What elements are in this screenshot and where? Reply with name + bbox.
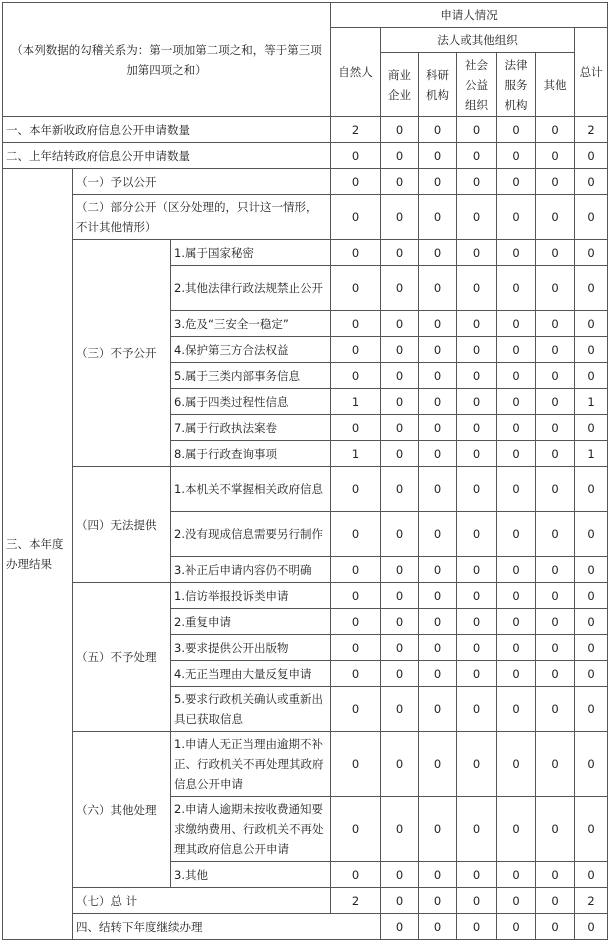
cell-value: 0 (457, 337, 497, 363)
row-label: 5.属于三类内部事务信息 (171, 363, 331, 389)
cell-value: 0 (497, 557, 536, 583)
table-row (3, 117, 608, 143)
cell-value: 0 (419, 441, 457, 467)
cell-value: 2 (575, 888, 608, 914)
cell-value: 0 (419, 389, 457, 415)
cell-value: 0 (381, 687, 419, 732)
cell-value: 0 (331, 467, 381, 512)
header-research: 科研机构 (419, 53, 457, 117)
cell-value: 0 (419, 661, 457, 687)
cell-value: 0 (331, 195, 381, 240)
cell-value: 0 (331, 266, 381, 311)
cell-value: 0 (419, 797, 457, 862)
row-label: 1.本机关不掌握相关政府信息 (171, 467, 331, 512)
cell-value: 0 (381, 797, 419, 862)
cell-value: 0 (457, 797, 497, 862)
row-label: 1.信访举报投诉类申请 (171, 583, 331, 609)
cell-value: 0 (457, 143, 497, 169)
cell-value: 0 (331, 797, 381, 862)
section-three-label: 三、本年度办理结果 (3, 169, 73, 940)
cell-value: 1 (575, 441, 608, 467)
cell-value: 0 (536, 687, 575, 732)
row-label: 2.申请人逾期未按收费通知要求缴纳费用、行政机关不再处理其政府信息公开申请 (171, 797, 331, 862)
cell-value: 0 (575, 467, 608, 512)
gov-info-disclosure-table (2, 2, 608, 940)
cell-value: 0 (575, 337, 608, 363)
cell-value: 0 (331, 415, 381, 441)
cell-value: 0 (536, 583, 575, 609)
cell-value: 0 (419, 557, 457, 583)
cell-value: 0 (536, 862, 575, 888)
cell-value: 0 (497, 363, 536, 389)
row-label: 3.危及“三安全一稳定” (171, 311, 331, 337)
cell-value: 0 (536, 169, 575, 195)
row-label: 四、结转下年度继续办理 (73, 914, 381, 940)
cell-value: 2 (331, 888, 381, 914)
cell-value: 0 (536, 337, 575, 363)
cell-value: 0 (497, 441, 536, 467)
row-label: 4.保护第三方合法权益 (171, 337, 331, 363)
header-legal-entity: 法人或其他组织 (381, 28, 575, 53)
cell-value: 0 (457, 512, 497, 557)
cell-value: 0 (575, 266, 608, 311)
cell-value: 0 (381, 363, 419, 389)
cell-value: 0 (536, 609, 575, 635)
group-label: （四）无法提供 (73, 467, 171, 583)
cell-value: 0 (419, 415, 457, 441)
cell-value: 0 (497, 389, 536, 415)
row-label: 5.要求行政机关确认或重新出具已获取信息 (171, 687, 331, 732)
row-label: 3.补正后申请内容仍不明确 (171, 557, 331, 583)
row-label: （七）总 计 (73, 888, 331, 914)
cell-value: 0 (331, 661, 381, 687)
cell-value: 0 (536, 415, 575, 441)
header-note: （本列数据的勾稽关系为：第一项加第二项之和，等于第三项加第四项之和） (3, 3, 331, 117)
row-label: 3.要求提供公开出版物 (171, 635, 331, 661)
cell-value: 0 (575, 143, 608, 169)
cell-value: 0 (457, 557, 497, 583)
table-row (3, 169, 608, 195)
cell-value: 0 (536, 467, 575, 512)
cell-value: 0 (331, 337, 381, 363)
cell-value: 2 (331, 117, 381, 143)
cell-value: 0 (536, 195, 575, 240)
cell-value: 0 (381, 337, 419, 363)
cell-value: 0 (331, 143, 381, 169)
table-row (3, 732, 608, 797)
cell-value: 0 (419, 195, 457, 240)
cell-value: 0 (497, 635, 536, 661)
row-label: 二、上年结转政府信息公开申请数量 (3, 143, 331, 169)
cell-value: 0 (381, 143, 419, 169)
cell-value: 0 (331, 635, 381, 661)
cell-value: 0 (457, 266, 497, 311)
cell-value: 0 (381, 240, 419, 266)
cell-value: 0 (536, 914, 575, 940)
cell-value: 0 (575, 363, 608, 389)
cell-value: 0 (419, 169, 457, 195)
cell-value: 0 (536, 311, 575, 337)
row-label: 8.属于行政查询事项 (171, 441, 331, 467)
cell-value: 0 (419, 512, 457, 557)
cell-value: 0 (381, 557, 419, 583)
row-label: 7.属于行政执法案卷 (171, 415, 331, 441)
row-label: （一）予以公开 (73, 169, 331, 195)
cell-value: 0 (419, 266, 457, 311)
cell-value: 1 (331, 389, 381, 415)
header-law: 法律服务机构 (497, 53, 536, 117)
cell-value: 0 (497, 687, 536, 732)
cell-value: 0 (575, 862, 608, 888)
cell-value: 0 (331, 363, 381, 389)
cell-value: 1 (575, 389, 608, 415)
cell-value: 0 (419, 888, 457, 914)
table-row (3, 195, 608, 240)
cell-value: 0 (457, 169, 497, 195)
cell-value: 0 (381, 888, 419, 914)
cell-value: 0 (381, 732, 419, 797)
cell-value: 0 (536, 117, 575, 143)
cell-value: 0 (457, 195, 497, 240)
cell-value: 0 (497, 467, 536, 512)
row-label: 2.没有现成信息需要另行制作 (171, 512, 331, 557)
cell-value: 0 (381, 389, 419, 415)
cell-value: 0 (575, 583, 608, 609)
cell-value: 0 (497, 415, 536, 441)
cell-value: 0 (419, 311, 457, 337)
cell-value: 0 (536, 797, 575, 862)
cell-value: 0 (419, 687, 457, 732)
cell-value: 0 (497, 169, 536, 195)
cell-value: 0 (575, 609, 608, 635)
cell-value: 0 (419, 862, 457, 888)
row-label: 一、本年新收政府信息公开申请数量 (3, 117, 331, 143)
cell-value: 0 (457, 240, 497, 266)
cell-value: 0 (536, 732, 575, 797)
cell-value: 0 (536, 661, 575, 687)
cell-value: 0 (536, 240, 575, 266)
cell-value: 0 (457, 583, 497, 609)
cell-value: 0 (419, 337, 457, 363)
header-applicant: 申请人情况 (331, 3, 608, 28)
cell-value: 0 (381, 169, 419, 195)
cell-value: 0 (457, 415, 497, 441)
cell-value: 0 (536, 441, 575, 467)
cell-value: 0 (575, 512, 608, 557)
cell-value: 0 (575, 687, 608, 732)
cell-value: 0 (457, 609, 497, 635)
cell-value: 0 (536, 635, 575, 661)
cell-value: 0 (331, 240, 381, 266)
cell-value: 0 (575, 415, 608, 441)
cell-value: 0 (381, 311, 419, 337)
table-row (3, 888, 608, 914)
cell-value: 0 (419, 117, 457, 143)
cell-value: 0 (536, 557, 575, 583)
cell-value: 0 (497, 661, 536, 687)
row-label: 6.属于四类过程性信息 (171, 389, 331, 415)
cell-value: 0 (331, 169, 381, 195)
header-total: 总计 (575, 28, 608, 117)
cell-value: 0 (457, 467, 497, 512)
cell-value: 0 (497, 583, 536, 609)
cell-value: 0 (419, 143, 457, 169)
cell-value: 0 (497, 609, 536, 635)
cell-value: 0 (381, 467, 419, 512)
cell-value: 0 (331, 311, 381, 337)
row-label: （二）部分公开（区分处理的，只计这一情形，不计其他情形） (73, 195, 331, 240)
cell-value: 0 (419, 635, 457, 661)
cell-value: 0 (331, 512, 381, 557)
cell-value: 0 (575, 240, 608, 266)
cell-value: 0 (575, 732, 608, 797)
cell-value: 0 (575, 557, 608, 583)
row-label: 1.申请人无正当理由逾期不补正、行政机关不再处理其政府信息公开申请 (171, 732, 331, 797)
cell-value: 0 (575, 635, 608, 661)
cell-value: 0 (497, 195, 536, 240)
cell-value: 0 (381, 512, 419, 557)
cell-value: 0 (331, 557, 381, 583)
group-label: （三）不予公开 (73, 240, 171, 467)
cell-value: 0 (497, 143, 536, 169)
cell-value: 0 (575, 797, 608, 862)
header-natural-person: 自然人 (331, 28, 381, 117)
cell-value: 0 (457, 687, 497, 732)
cell-value: 0 (497, 337, 536, 363)
group-label: （五）不予处理 (73, 583, 171, 732)
cell-value: 0 (331, 862, 381, 888)
cell-value: 0 (497, 797, 536, 862)
cell-value: 0 (497, 240, 536, 266)
cell-value: 2 (575, 117, 608, 143)
row-label: 1.属于国家秘密 (171, 240, 331, 266)
cell-value: 0 (457, 311, 497, 337)
cell-value: 0 (536, 143, 575, 169)
cell-value: 0 (457, 389, 497, 415)
cell-value: 0 (419, 583, 457, 609)
cell-value: 0 (536, 888, 575, 914)
cell-value: 0 (457, 661, 497, 687)
header-business: 商业企业 (381, 53, 419, 117)
cell-value: 0 (381, 415, 419, 441)
cell-value: 0 (457, 363, 497, 389)
cell-value: 0 (331, 687, 381, 732)
cell-value: 0 (381, 914, 419, 940)
cell-value: 0 (381, 609, 419, 635)
cell-value: 0 (381, 661, 419, 687)
cell-value: 0 (536, 266, 575, 311)
cell-value: 0 (419, 363, 457, 389)
cell-value: 0 (497, 888, 536, 914)
cell-value: 0 (457, 732, 497, 797)
group-label: （六）其他处理 (73, 732, 171, 888)
cell-value: 0 (331, 583, 381, 609)
cell-value: 0 (381, 266, 419, 311)
cell-value: 0 (381, 117, 419, 143)
cell-value: 0 (457, 441, 497, 467)
header-social: 社会公益组织 (457, 53, 497, 117)
table-row (3, 240, 608, 266)
cell-value: 0 (457, 888, 497, 914)
cell-value: 0 (457, 862, 497, 888)
cell-value: 0 (381, 635, 419, 661)
table-row (3, 583, 608, 609)
cell-value: 0 (381, 441, 419, 467)
cell-value: 0 (419, 467, 457, 512)
cell-value: 0 (457, 635, 497, 661)
cell-value: 0 (575, 195, 608, 240)
cell-value: 0 (497, 117, 536, 143)
row-label: 4.无正当理由大量反复申请 (171, 661, 331, 687)
cell-value: 1 (331, 441, 381, 467)
cell-value: 0 (497, 266, 536, 311)
cell-value: 0 (331, 732, 381, 797)
cell-value: 0 (419, 732, 457, 797)
cell-value: 0 (536, 363, 575, 389)
table-row (3, 467, 608, 512)
cell-value: 0 (575, 914, 608, 940)
table-row (3, 143, 608, 169)
cell-value: 0 (497, 512, 536, 557)
cell-value: 0 (497, 311, 536, 337)
cell-value: 0 (331, 609, 381, 635)
cell-value: 0 (419, 240, 457, 266)
cell-value: 0 (497, 914, 536, 940)
row-label: 3.其他 (171, 862, 331, 888)
cell-value: 0 (536, 389, 575, 415)
cell-value: 0 (457, 117, 497, 143)
cell-value: 0 (457, 914, 497, 940)
cell-value: 0 (497, 862, 536, 888)
cell-value: 0 (381, 195, 419, 240)
cell-value: 0 (381, 583, 419, 609)
cell-value: 0 (497, 732, 536, 797)
cell-value: 0 (536, 512, 575, 557)
row-label: 2.重复申请 (171, 609, 331, 635)
cell-value: 0 (381, 862, 419, 888)
cell-value: 0 (419, 914, 457, 940)
cell-value: 0 (575, 661, 608, 687)
cell-value: 0 (419, 609, 457, 635)
header-other: 其他 (536, 53, 575, 117)
cell-value: 0 (575, 311, 608, 337)
cell-value: 0 (575, 169, 608, 195)
row-label: 2.其他法律行政法规禁止公开 (171, 266, 331, 311)
